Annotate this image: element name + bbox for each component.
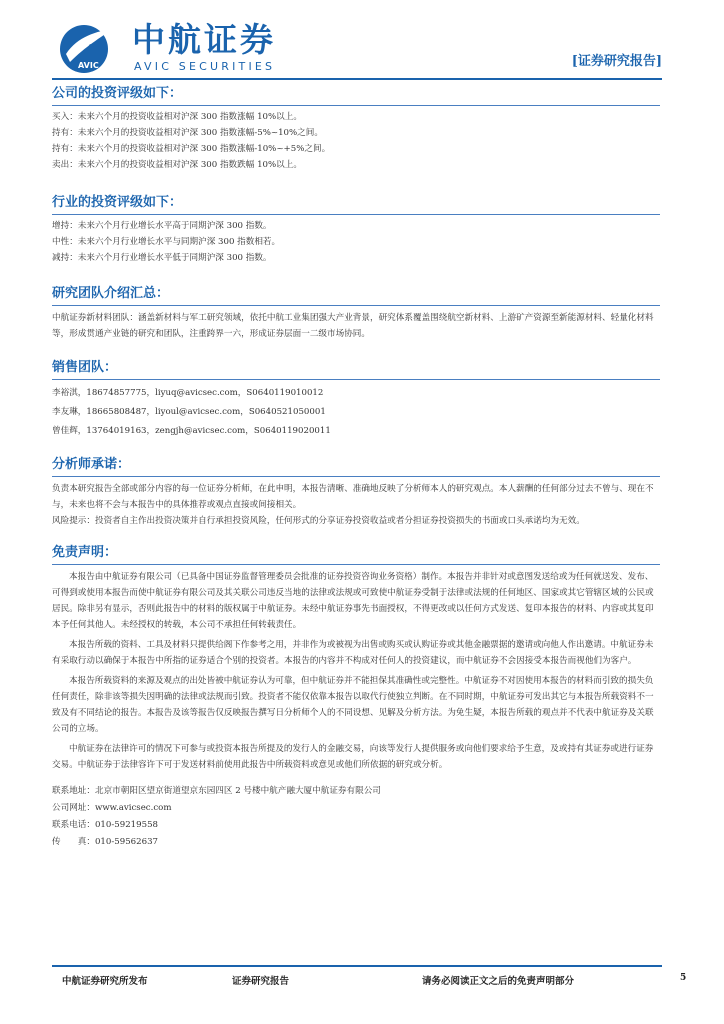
header-divider	[52, 78, 662, 80]
industry-rating-section	[52, 193, 660, 266]
avic-logo-icon	[56, 22, 118, 76]
disclaimer-paragraph: 本报告所载资料的来源及观点的出处皆被中航证券认为可靠，但中航证券并不能担保其准确性或完整性。中航证券不对因使用本报告的材料而引致的损失负任何责任，除非该等损失因明确的法律或法规而引致。投资者不能仅依靠本报告以取代行使独立判断。在不同时期，中航证券可发出其它与本报告所载资料不一致及有不同结论的报告。本报告及该等报告仅反映报告撰写日分析师个人的不同设想、见解及分析方法。为免生疑，本报告所载的观点并不代表中航证券及关联公司的立场。	[52, 676, 654, 734]
contact-phone: 联系电话：010-59219558	[52, 820, 159, 830]
industry-rating-line: 增持：未来六个月行业增长水平高于同期沪深 300 指数。	[52, 221, 272, 231]
disclaimer-section	[52, 543, 660, 773]
brand-name-cn: 中航证券	[132, 20, 276, 59]
page-content	[52, 84, 660, 851]
risk-warning: 风险提示：投资者自主作出投资决策并自行承担投资风险，任何形式的分享证券投资收益或者分担证券投资损失的书面或口头承诺均为无效。	[52, 516, 585, 526]
industry-rating-title: 行业的投资评级如下：	[52, 193, 660, 215]
contact-website: 公司网址：www.avicsec.com	[52, 803, 172, 813]
team-title: 研究团队介绍汇总：	[52, 284, 660, 306]
page-header	[52, 20, 662, 76]
footer-disclaimer-note: 请务必阅读正文之后的免责声明部分	[422, 976, 575, 987]
sales-contact: 曾佳辉，13764019163，zengjh@avicsec.com，S0640119020011	[52, 426, 331, 436]
disclaimer-paragraph: 本报告由中航证券有限公司（已具备中国证券监督管理委员会批准的证券投资咨询业务资格）制作。本报告并非针对或意图发送给或为任何就送发、发布、可得到或使用本报告而使中航证券有限公司及其关联公司违反当地的法律或法规或可致使中航证券受制于法律或法规的任何地区、国家或其它管辖区域的公民或居民。除非另有显示，否则此报告中的材料的版权属于中航证券。未经中航证券事先书面授权，不得更改或以任何方式发送、复印本报告的材料、内容或其复印本予任何其他人。未经授权的转载，本公司不承担任何转载责任。	[52, 572, 654, 630]
analyst-title: 分析师承诺：	[52, 455, 660, 477]
report-tag: [证券研究报告]	[571, 54, 662, 69]
contact-fax: 传 真：010-59562637	[52, 837, 159, 847]
industry-rating-line: 减持：未来六个月行业增长水平低于同期沪深 300 指数。	[52, 253, 272, 263]
team-section	[52, 284, 660, 342]
sales-title: 销售团队：	[52, 358, 660, 380]
analyst-section	[52, 455, 660, 529]
disclaimer-paragraph: 中航证券在法律许可的情况下可参与或投资本报告所提及的发行人的金融交易，向该等发行人提供服务或向他们要求给予生意，及或持有其证券或进行证券交易。中航证券于法律容许下可于发送材料前使用此报告中所载资料或意见或他们所依据的研究或分析。	[52, 744, 654, 770]
company-rating-line: 卖出：未来六个月的投资收益相对沪深 300 指数跌幅 10%以上。	[52, 160, 302, 170]
footer-divider	[52, 965, 662, 967]
company-rating-line: 持有：未来六个月的投资收益相对沪深 300 指数涨幅-5%~10%之间。	[52, 128, 323, 138]
company-rating-line: 持有：未来六个月的投资收益相对沪深 300 指数涨幅-10%~+5%之间。	[52, 144, 331, 154]
logo-text: AVIC	[78, 61, 99, 70]
company-rating-line: 买入：未来六个月的投资收益相对沪深 300 指数涨幅 10%以上。	[52, 112, 302, 122]
team-paragraph: 中航证券新材料团队：涵盖新材料与军工研究领域，依托中航工业集团强大产业背景，研究体系覆盖围绕航空新材料、上游矿产资源至新能源材料、轻量化材料等，形成贯通产业链的研究和团队，注重跨界一六，形成证券层面一二级市场协同。	[52, 313, 654, 339]
contact-section	[52, 783, 660, 851]
contact-address: 联系地址：北京市朝阳区望京街道望京东园四区 2 号楼中航产融大厦中航证券有限公司	[52, 786, 381, 796]
page-number: 5	[680, 973, 687, 983]
company-rating-section	[52, 84, 660, 173]
disclaimer-paragraph: 本报告所载的资料、工具及材料只提供给阁下作参考之用，并非作为或被视为出售或购买或认购证券或其他金融票据的邀请或向他人作出邀请。中航证券未有采取行动以确保于本报告中所指的证券适合个别的投资者。本报告的内容并不构成对任何人的投资建议，而中航证券不会因接受本报告而视他们为客户。	[52, 640, 654, 666]
sales-contact: 李友琳，18665808487，liyoul@avicsec.com，S0640521050001	[52, 407, 326, 417]
brand-name-en: AVIC SECURITIES	[134, 60, 276, 73]
footer-publisher: 中航证券研究所发布	[62, 976, 148, 987]
analyst-paragraph: 负责本研究报告全部或部分内容的每一位证券分析师，在此申明，本报告清晰、准确地反映了分析师本人的研究观点。本人薪酬的任何部分过去不曾与、现在不与，未来也将不会与本报告中的具体推荐或观点直接或间接相关。	[52, 484, 654, 510]
sales-contact: 李裕淇，18674857775，liyuq@avicsec.com，S0640119010012	[52, 388, 324, 398]
footer-report-type: 证券研究报告	[232, 976, 290, 987]
company-rating-title: 公司的投资评级如下：	[52, 84, 660, 106]
industry-rating-line: 中性：未来六个月行业增长水平与同期沪深 300 指数相若。	[52, 237, 281, 247]
disclaimer-title: 免责声明：	[52, 543, 660, 565]
sales-section	[52, 358, 660, 441]
